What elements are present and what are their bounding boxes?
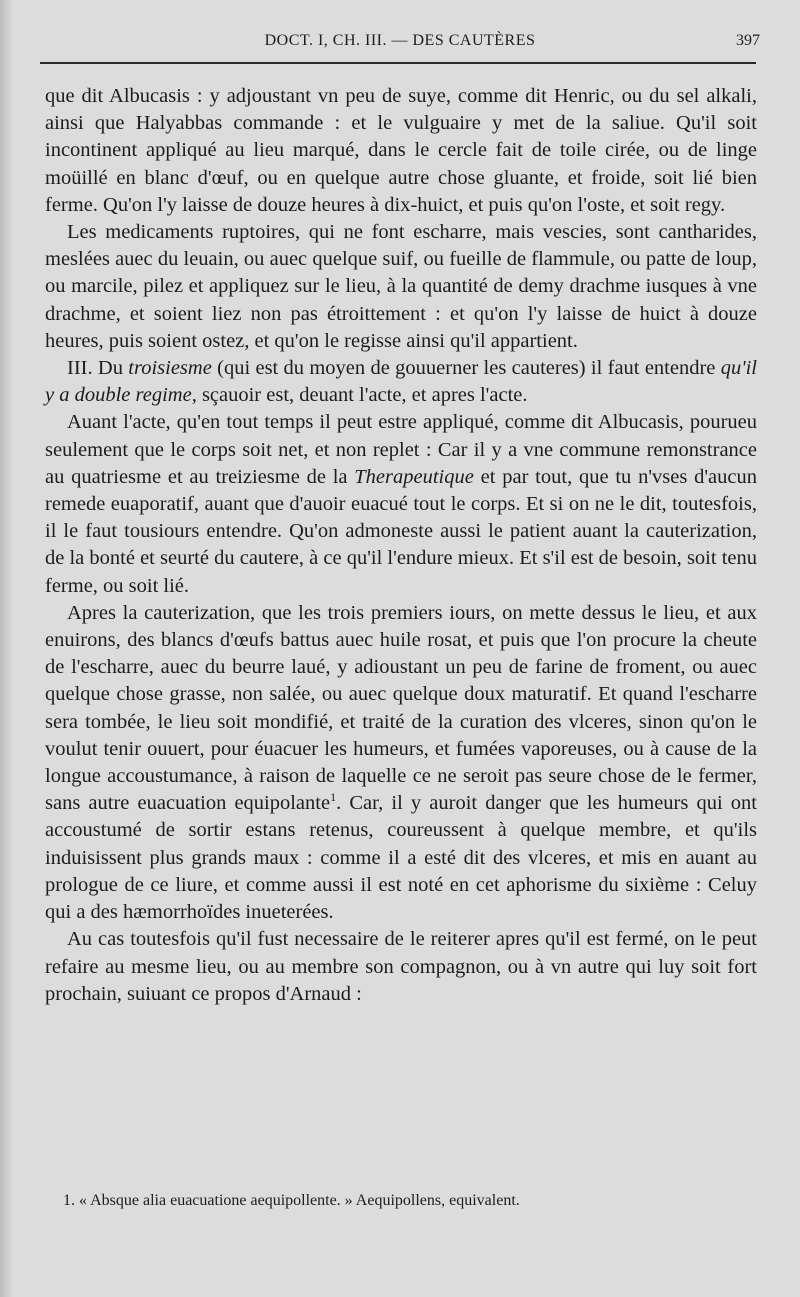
paragraph-4 (45, 409, 757, 599)
paragraph-3-text-b: (qui est du moyen de gouuerner les cauteres) il faut entendre (211, 357, 721, 380)
paragraph-3 (45, 355, 757, 409)
paragraph-3-text-c: , sçauoir est, deuant l'acte, et apres l'acte. (191, 384, 528, 407)
paragraph-1: que dit Albucasis : y adjoustant vn peu de suye, comme dit Henric, ou du sel alkali, ainsi que Halyabbas commande : et le vulguaire y met de la saliue. Qu'il soit incontinent appliqué au lieu marqué, dans le cercle fait de toile cirée, ou de linge moüillé en blanc d'œuf, ou en quelque autre chose gluante, et froide, soit lié bien ferme. Qu'on l'y laisse de douze heures à dix-huict, et puis qu'on l'oste, et soit regy. (45, 85, 757, 216)
running-head: DOCT. I, CH. III. — DES CAUTÈRES (264, 32, 536, 49)
page-number: 397 (736, 32, 760, 49)
header-rule (40, 62, 756, 64)
paragraph-5-text-a: Apres la cauterization, que les trois premiers iours, on mette dessus le lieu, et aux enuirons, des blancs d'œufs battus auec huile rosat, et puis que l'on procure la cheute de l'escharre, auec du beurre laué, y adioustant un peu de farine de froment, ou auec quelque chose grasse, non salée, ou auec quelque doux maturatif. Et quand l'escharre sera tombée, le lieu soit mondifié, et traité de la curation des vlceres, sinon qu'on le voulut tenir ouuert, pour éuacuer les humeurs, et fumées vaporeuses, ou à cause de la longue accoustumance, à raison de laquelle ce ne seroit pas seure chose de le fermer, sans autre euacuation equipolante (45, 601, 757, 815)
paragraph-2: Les medicaments ruptoires, qui ne font escharre, mais vescies, sont cantharides, meslées auec du leuain, ou auec quelque suif, ou fueille de flammule, ou patte de loup, ou marcile, pilez et appliquez sur le lieu, à la quantité de demy drachme iusques à vne drachme, et soient liez non pas étroittement : et qu'on l'y laisse de huict à douze heures, puis soient ostez, et qu'on le regisse ainsi qu'il appartient. (45, 221, 757, 352)
paragraph-4-text-a: Auant l'acte, qu'en tout temps il peut estre appliqué, comme dit Albucasis, pourueu seulement que le corps soit net, et non replet : Car il y a vne commune remonstrance au quatriesme et au treiziesme de la (45, 411, 757, 488)
page-edge-shadow (0, 0, 14, 1297)
paragraph-5-text-b: . Car, il y auroit danger que les humeurs qui ont accoustumé de sortir estans retenus, coureussent à quelque membre, et qu'ils induisissent plus grands maux : comme il a esté dit des vlceres, et mis en auant au prologue de ce liure, et comme aussi il est noté en cet aphorisme du sixième : Celuy qui a des hæmorrhoïdes inueterées. (45, 792, 758, 924)
paragraph-5 (45, 600, 757, 926)
paragraph-6: Au cas toutesfois qu'il fust necessaire de le reiterer apres qu'il est fermé, on le peut refaire au mesme lieu, ou au membre son compagnon, ou à vn autre qui luy soit fort prochain, suiuant ce propos d'Arnaud : (45, 928, 757, 1005)
footnote-reference[interactable]: 1 (330, 790, 337, 805)
paragraph-4-text-b: et par tout, que tu n'vses d'aucun remede euaporatif, auant que d'auoir euacué tout le corps. Et si on ne le dit, toutesfois, il le faut tousiours entendre. Qu'on admoneste aussi le patient auant la cauterization, de la bonté et seurté du cautere, à ce qu'il l'endure mieux. Et s'il est de besoin, soit tenu ferme, ou soit lié. (45, 465, 757, 597)
page-header (40, 30, 760, 56)
body-text (45, 83, 757, 1008)
footnote-text: « Absque alia euacuatione aequipollente. » Aequipollens, equivalent. (79, 1192, 520, 1209)
paragraph-4-italic: Therapeutique (354, 465, 474, 488)
paragraph-3-italic-a: troisiesme (128, 357, 212, 380)
footnote-number: 1. (63, 1192, 75, 1209)
footnote (45, 1191, 775, 1211)
paragraph-3-text-a: III. Du (67, 357, 129, 380)
paragraph-3-italic-b: qu'il y a double regime (45, 357, 757, 407)
